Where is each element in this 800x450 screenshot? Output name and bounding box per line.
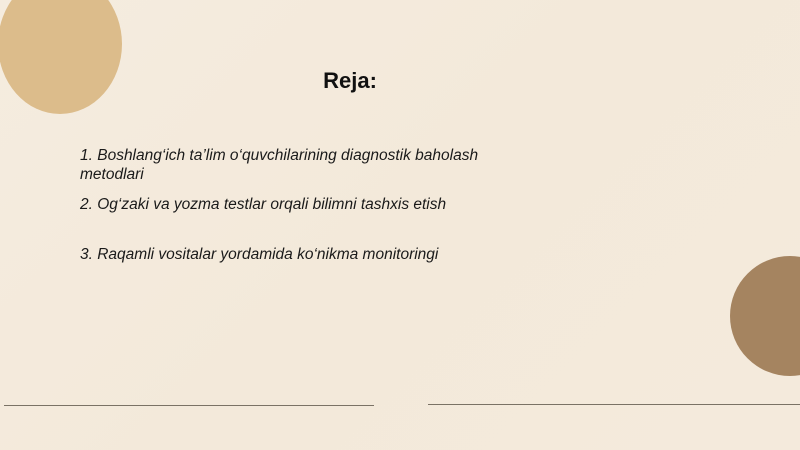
divider-line-right <box>428 404 800 405</box>
decorative-circle-top-left <box>0 0 122 114</box>
plan-item-1: 1. Boshlang‘ich ta’lim o‘quvchilarining diagnostik baholash metodlari <box>80 147 479 183</box>
plan-item-3: 3. Raqamli vositalar yordamida ko‘nikma monitoringi <box>80 246 439 263</box>
decorative-circle-right <box>730 256 800 376</box>
slide-title: Reja: <box>323 68 377 93</box>
plan-item-2: 2. Og‘zaki va yozma testlar orqali bilimni tashxis etish <box>80 196 447 213</box>
divider-line-left <box>4 405 374 406</box>
